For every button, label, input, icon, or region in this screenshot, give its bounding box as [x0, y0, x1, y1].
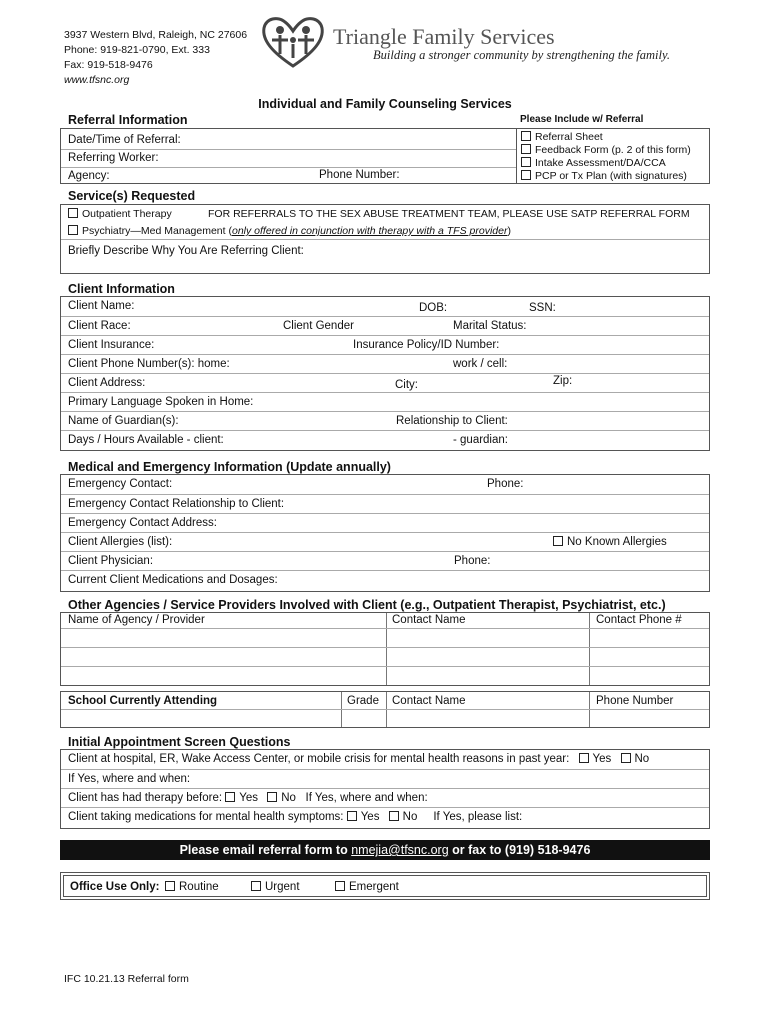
include-heading: Please Include w/ Referral — [520, 114, 644, 125]
include-box — [516, 128, 710, 184]
include-item: Feedback Form (p. 2 of this form) — [521, 144, 691, 156]
checkbox[interactable] — [165, 881, 175, 891]
psychiatry-option: Psychiatry—Med Management (only offered in conjunction with therapy with a TFS provider) — [68, 225, 511, 237]
insurance-label: Client Insurance: — [68, 339, 155, 351]
checkbox[interactable] — [68, 225, 78, 235]
guardian-label: Name of Guardian(s): — [68, 415, 179, 427]
marital-label: Marital Status: — [453, 320, 527, 332]
org-contact-block — [64, 28, 247, 88]
zip-label: Zip: — [553, 375, 573, 387]
org-website: www.tfsnc.org — [64, 74, 130, 86]
allergies-label: Client Allergies (list): — [68, 536, 173, 548]
phone-home-label: Client Phone Number(s): home: — [68, 358, 230, 370]
email-link[interactable]: nmejia@tfsnc.org — [351, 843, 449, 857]
medications-label: Current Client Medications and Dosages: — [68, 574, 278, 586]
referral-box — [60, 128, 518, 184]
satp-note: FOR REFERRALS TO THE SEX ABUSE TREATMENT TEAM, PLEASE USE SATP REFERRAL FORM — [208, 208, 690, 220]
checkbox[interactable] — [521, 144, 531, 154]
checkbox[interactable] — [621, 753, 631, 763]
services-box — [60, 204, 710, 274]
medical-box — [60, 474, 710, 592]
org-fax: Fax: 919-518-9476 — [64, 59, 153, 71]
gender-label: Client Gender — [283, 320, 354, 332]
language-label: Primary Language Spoken in Home: — [68, 396, 254, 408]
checkbox[interactable] — [521, 170, 531, 180]
school-label: School Currently Attending — [68, 695, 218, 707]
no-allergies-option: No Known Allergies — [553, 536, 667, 548]
family-heart-logo-icon — [258, 14, 328, 70]
checkbox[interactable] — [521, 157, 531, 167]
services-heading: Service(s) Requested — [68, 189, 196, 203]
days-guardian-label: - guardian: — [453, 434, 508, 446]
org-name: Triangle Family Services — [333, 24, 555, 49]
email-instructions-bar: Please email referral form to nmejia@tfsnc.org or fax to (919) 518-9476 — [60, 840, 710, 860]
emergency-relationship-label: Emergency Contact Relationship to Client: — [68, 498, 285, 510]
agency-col-header: Name of Agency / Provider — [68, 614, 205, 626]
office-use-label: Office Use Only: — [70, 881, 160, 893]
referral-phone-label: Phone Number: — [319, 169, 400, 181]
work-cell-label: work / cell: — [453, 358, 508, 370]
checkbox[interactable] — [267, 792, 277, 802]
routine-option: Routine — [165, 881, 219, 893]
hospital-question: Client at hospital, ER, Wake Access Center, or mobile crisis for mental health reasons in past year: Yes No — [68, 753, 650, 765]
days-client-label: Days / Hours Available - client: — [68, 434, 224, 446]
form-footer: IFC 10.21.13 Referral form — [64, 973, 189, 985]
outpatient-option: Outpatient Therapy — [68, 208, 172, 220]
school-phone-label: Phone Number — [596, 695, 674, 707]
physician-label: Client Physician: — [68, 555, 154, 567]
referral-date-label: Date/Time of Referral: — [68, 134, 181, 146]
school-table — [60, 691, 710, 728]
client-name-label: Client Name: — [68, 300, 135, 312]
include-item: Intake Assessment/DA/CCA — [521, 157, 666, 169]
office-use-box — [60, 872, 710, 900]
client-box — [60, 296, 710, 451]
agency-label: Agency: — [68, 170, 110, 182]
emergency-address-label: Emergency Contact Address: — [68, 517, 217, 529]
medical-heading: Medical and Emergency Information (Update annually) — [68, 460, 391, 474]
contact-col-header: Contact Name — [392, 614, 466, 626]
referral-heading: Referral Information — [68, 113, 188, 127]
physician-phone-label: Phone: — [454, 555, 491, 567]
screen-heading: Initial Appointment Screen Questions — [68, 735, 291, 749]
policy-label: Insurance Policy/ID Number: — [353, 339, 500, 351]
include-item: Referral Sheet — [521, 131, 603, 143]
checkbox[interactable] — [225, 792, 235, 802]
checkbox[interactable] — [553, 536, 563, 546]
org-tagline: Building a stronger community by strengthening the family. — [373, 48, 670, 62]
hospital-where-label: If Yes, where and when: — [68, 773, 191, 785]
city-label: City: — [395, 379, 418, 391]
relationship-label: Relationship to Client: — [396, 415, 508, 427]
form-title: Individual and Family Counseling Services — [258, 97, 512, 111]
school-contact-label: Contact Name — [392, 695, 466, 707]
urgent-option: Urgent — [251, 881, 300, 893]
referring-worker-label: Referring Worker: — [68, 152, 159, 164]
describe-label: Briefly Describe Why You Are Referring Client: — [68, 245, 304, 257]
checkbox[interactable] — [579, 753, 589, 763]
emergency-phone-label: Phone: — [487, 478, 524, 490]
include-item: PCP or Tx Plan (with signatures) — [521, 170, 687, 182]
agencies-heading: Other Agencies / Service Providers Involved with Client (e.g., Outpatient Therapist, Psychiatrist, etc.) — [68, 598, 666, 612]
meds-question: Client taking medications for mental health symptoms: Yes No If Yes, please list: — [68, 811, 523, 823]
checkbox[interactable] — [389, 811, 399, 821]
checkbox[interactable] — [521, 131, 531, 141]
agencies-table — [60, 612, 710, 686]
org-address: 3937 Western Blvd, Raleigh, NC 27606 — [64, 29, 248, 41]
checkbox[interactable] — [335, 881, 345, 891]
screen-box — [60, 749, 710, 829]
dob-label: DOB: — [419, 302, 448, 314]
grade-label: Grade — [347, 695, 379, 707]
client-heading: Client Information — [68, 282, 175, 296]
checkbox[interactable] — [251, 881, 261, 891]
race-label: Client Race: — [68, 320, 131, 332]
checkbox[interactable] — [347, 811, 357, 821]
emergency-contact-label: Emergency Contact: — [68, 478, 173, 490]
therapy-question: Client has had therapy before: Yes No If Yes, where and when: — [68, 792, 428, 804]
emergent-option: Emergent — [335, 881, 399, 893]
address-label: Client Address: — [68, 377, 146, 389]
org-phone: Phone: 919-821-0790, Ext. 333 — [64, 44, 210, 56]
phone-col-header: Contact Phone # — [596, 614, 682, 626]
ssn-label: SSN: — [529, 302, 556, 314]
checkbox[interactable] — [68, 208, 78, 218]
